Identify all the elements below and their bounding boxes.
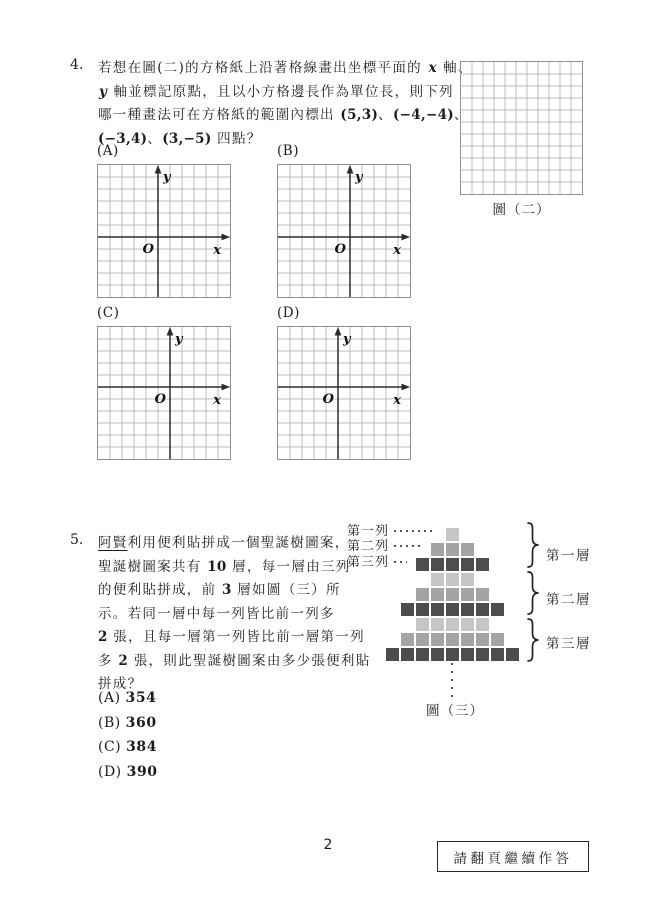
row-1-label-text: 第一列: [347, 524, 390, 539]
continue-box: [437, 841, 589, 872]
question-5-number: 5.: [70, 532, 84, 548]
option-grid-b: [277, 143, 411, 298]
sticky-note-square: [476, 588, 489, 601]
sticky-note-square: [461, 618, 474, 631]
svg-text:x: x: [213, 393, 221, 408]
sticky-note-square: [431, 633, 444, 646]
continue-box-text: 請翻頁繼續作答: [453, 850, 573, 867]
option-c-label: (C): [97, 305, 120, 321]
sticky-note-square: [461, 603, 474, 616]
sticky-note-square: [461, 543, 474, 556]
option-b-grid: [277, 164, 411, 298]
sticky-note-square: [386, 648, 399, 661]
text-line: 2 張，且每一層第一列皆比前一層第一列: [98, 629, 365, 645]
sticky-note-square: [476, 633, 489, 646]
figure-2-grid: [460, 61, 583, 195]
option-grid-d: [277, 305, 411, 460]
row-2-label-text: 第二列: [347, 539, 390, 554]
answer-option: (A) 354: [98, 690, 157, 706]
svg-text:y: y: [343, 332, 351, 347]
sticky-note-square: [431, 543, 444, 556]
sticky-note-square: [446, 528, 459, 541]
svg-text:y: y: [355, 170, 363, 185]
svg-text:y: y: [175, 332, 183, 347]
svg-text:O: O: [154, 392, 166, 407]
option-d-grid: [277, 326, 411, 460]
option-d-label: (D): [277, 305, 300, 321]
sticky-note-square: [476, 558, 489, 571]
svg-text:O: O: [142, 242, 154, 257]
figure-2-caption: 圖（二）: [492, 202, 551, 218]
figure-3-caption: 圖（三）: [426, 703, 484, 719]
sticky-note-square: [446, 588, 459, 601]
sticky-note-square: [446, 558, 459, 571]
question-5-options: [98, 686, 158, 784]
option-grid-a: [97, 143, 231, 298]
sticky-note-square: [461, 648, 474, 661]
sticky-note-square: [431, 588, 444, 601]
svg-text:O: O: [322, 392, 334, 407]
sticky-note-square: [401, 603, 414, 616]
sticky-note-square: [416, 648, 429, 661]
sticky-note-square: [476, 618, 489, 631]
brace-layer-2-icon: [526, 571, 541, 619]
question-4-number: 4.: [70, 57, 84, 73]
sticky-note-square: [446, 573, 459, 586]
question-5-text: [98, 532, 371, 697]
sticky-note-square: [431, 603, 444, 616]
sticky-note-square: [401, 633, 414, 646]
sticky-note-square: [491, 648, 504, 661]
text-line: 的便利貼拼成，前 3 層如圖（三）所: [98, 582, 341, 598]
sticky-note-square: [431, 558, 444, 571]
sticky-note-square: [461, 573, 474, 586]
layer-2-label: 第二層: [546, 592, 591, 608]
page-number: 2: [323, 837, 333, 853]
sticky-note-square: [446, 603, 459, 616]
answer-option: (B) 360: [98, 714, 157, 731]
text-line: (−3,4)、(3,−5) 四點？: [98, 130, 262, 147]
sticky-note-square: [416, 588, 429, 601]
text-line: 多 2 張，則此聖誕樹圖案由多少張便利貼: [98, 652, 371, 669]
svg-text:O: O: [334, 242, 346, 257]
continuation-dots-icon: [451, 663, 453, 699]
option-grid-c: [97, 305, 231, 460]
layer-1-label: 第一層: [546, 548, 591, 564]
svg-text:y: y: [163, 170, 171, 185]
figure-3: [345, 515, 645, 730]
sticky-note-square: [446, 648, 459, 661]
sticky-note-square: [431, 618, 444, 631]
layer-3-label: 第三層: [546, 636, 591, 652]
answer-option: (C) 384: [98, 739, 158, 756]
sticky-note-square: [476, 648, 489, 661]
text-line: 哪一種畫法可在方格紙的範圍內標出 (5,3)、(−4,−4)、: [98, 107, 469, 123]
svg-text:x: x: [393, 393, 401, 408]
svg-text:x: x: [393, 243, 401, 258]
sticky-note-square: [506, 648, 519, 661]
text-line: y 軸並標記原點，且以小方格邊長作為單位長，則下列: [99, 83, 454, 100]
sticky-note-square: [431, 573, 444, 586]
sticky-note-square: [491, 633, 504, 646]
figure-2: [460, 61, 583, 218]
sticky-note-square: [491, 603, 504, 616]
option-b-label: (B): [277, 143, 299, 159]
sticky-note-square: [431, 648, 444, 661]
row-3-label-text: 第三列: [347, 555, 390, 570]
text-line: 若想在圖(二)的方格紙上沿著格線畫出坐標平面的 x 軸、: [98, 60, 473, 76]
svg-text:x: x: [213, 243, 221, 258]
sticky-note-square: [476, 603, 489, 616]
brace-layer-3-icon: [526, 618, 541, 666]
sticky-note-square: [461, 633, 474, 646]
option-a-grid: [97, 164, 231, 298]
text-line: 阿賢利用便利貼拼成一個聖誕樹圖案，: [98, 535, 350, 551]
sticky-note-square: [461, 558, 474, 571]
sticky-note-square: [401, 648, 414, 661]
sticky-note-square: [446, 543, 459, 556]
answer-option: (D) 390: [98, 763, 158, 780]
text-line: 拼成？: [98, 676, 143, 692]
question-4-text: [98, 57, 473, 151]
sticky-note-square: [416, 558, 429, 571]
sticky-note-square: [416, 618, 429, 631]
brace-layer-1-icon: [526, 522, 541, 572]
text-line: 聖誕樹圖案共有 10 層，每一層由三列: [98, 558, 351, 575]
sticky-note-square: [446, 633, 459, 646]
option-a-label: (A): [97, 143, 119, 159]
sticky-note-square: [461, 588, 474, 601]
sticky-note-square: [416, 603, 429, 616]
sticky-note-square: [416, 633, 429, 646]
option-c-grid: [97, 326, 231, 460]
sticky-note-square: [446, 618, 459, 631]
tree-squares: [345, 515, 645, 730]
text-line: 示。若同一層中每一列皆比前一列多: [98, 605, 335, 622]
